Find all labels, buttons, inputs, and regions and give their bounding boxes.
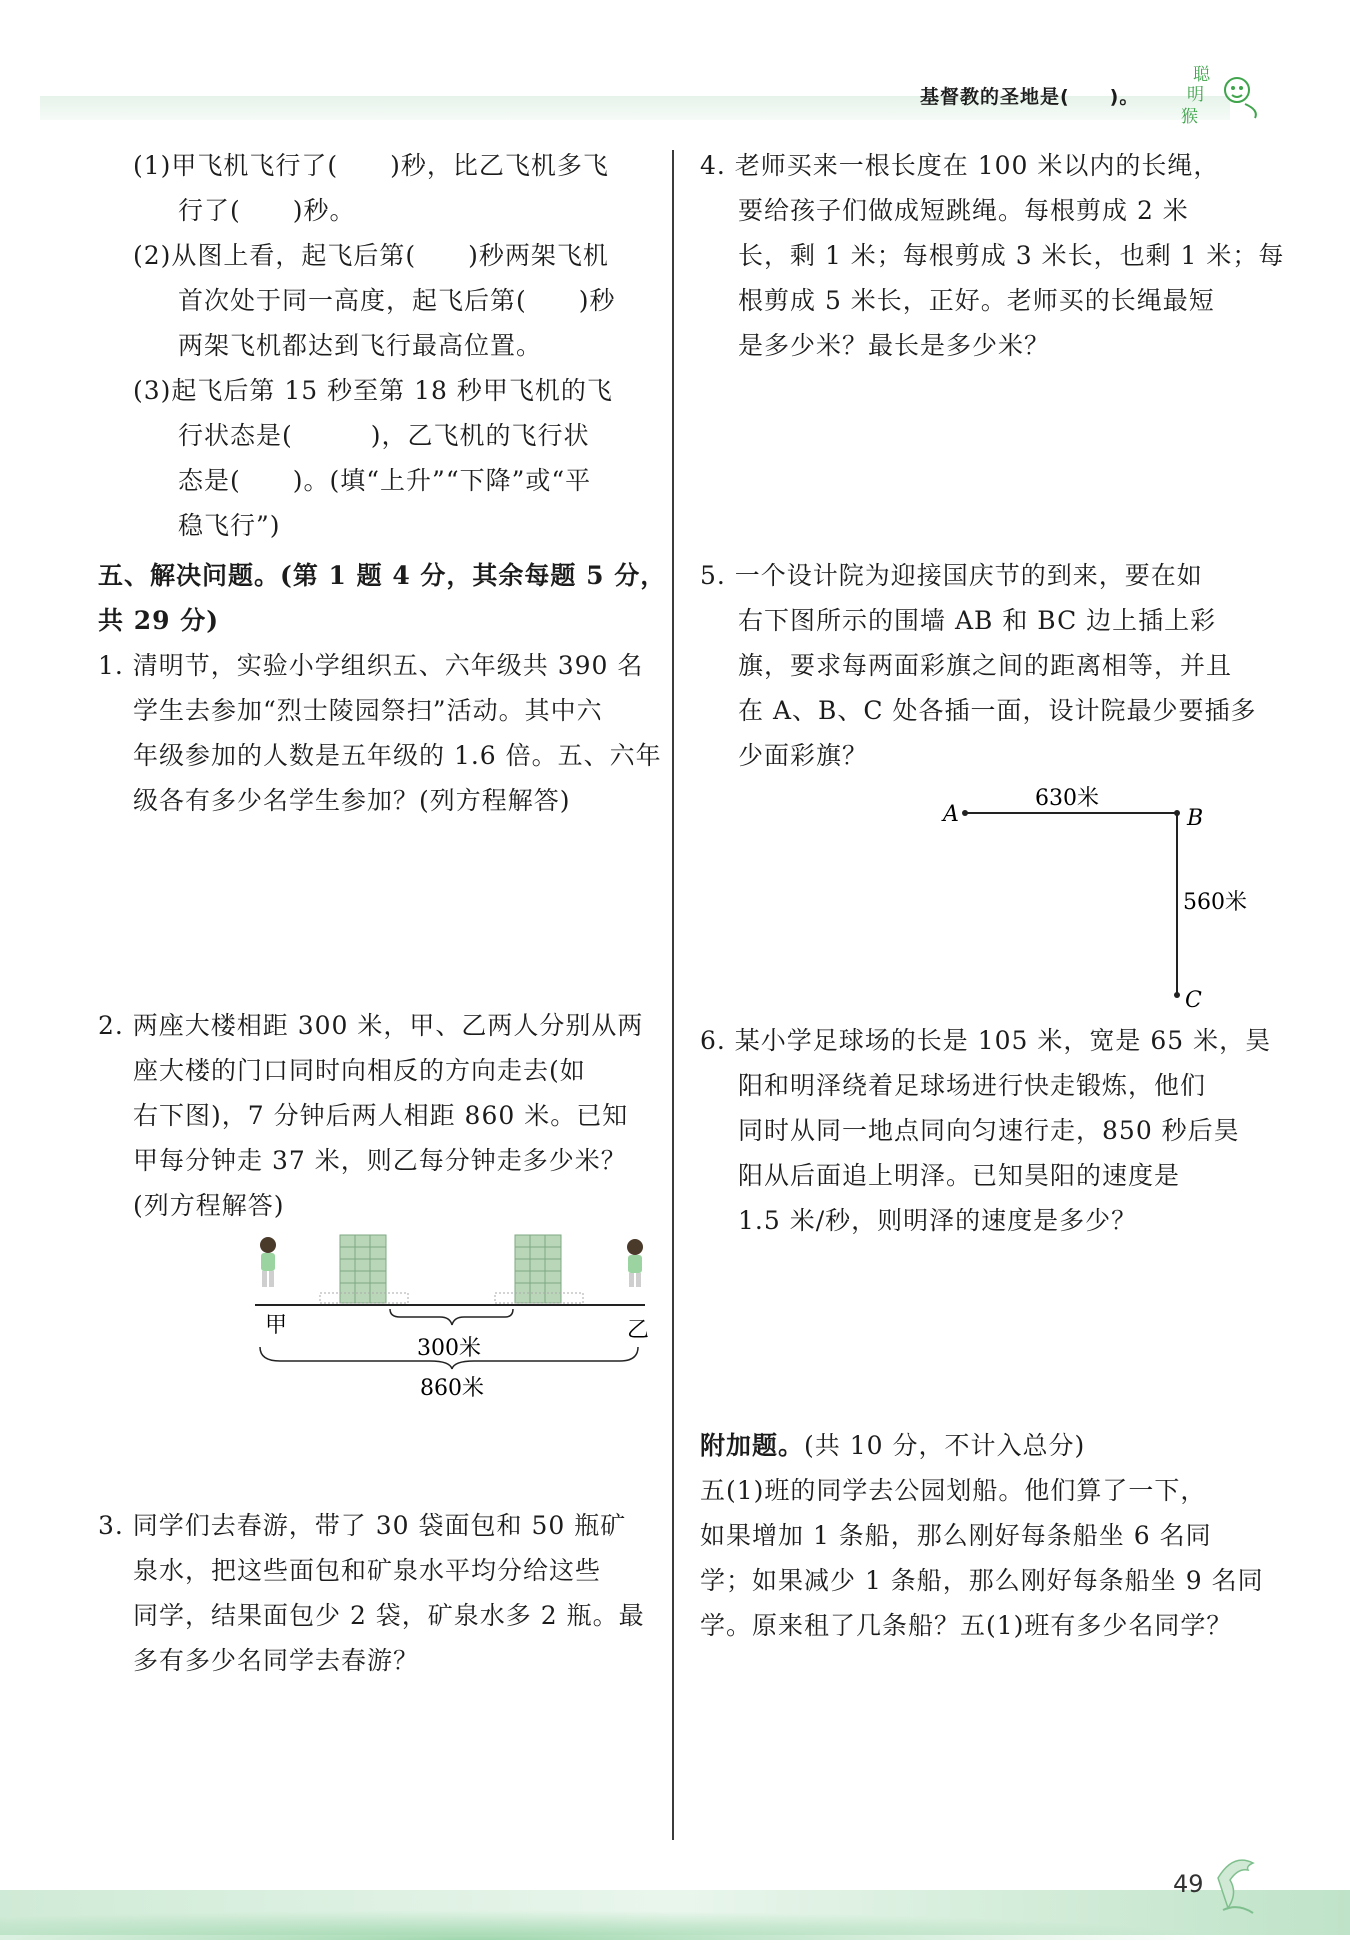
inner-brace xyxy=(390,1309,513,1325)
label-b: B xyxy=(1187,806,1204,831)
p2-line1: 2. 两座大楼相距 300 米，甲、乙两人分别从两 xyxy=(98,1011,644,1040)
q3-line2: 行状态是( )，乙飞机的飞行状 xyxy=(178,421,590,450)
building-right-icon xyxy=(495,1235,583,1303)
section-title-2: 共 29 分) xyxy=(98,606,220,635)
person-right-icon xyxy=(627,1239,643,1287)
p6-line4: 阳从后面追上明泽。已知昊阳的速度是 xyxy=(738,1161,1181,1190)
p2-line4: 甲每分钟走 37 米，则乙每分钟走多少米？ xyxy=(133,1146,627,1175)
p2-line5: (列方程解答) xyxy=(133,1191,285,1220)
column-divider xyxy=(672,150,674,1840)
p6-line3: 同时从同一地点同向匀速行走，850 秒后昊 xyxy=(738,1116,1240,1145)
point-b xyxy=(1174,810,1180,816)
label-630: 630米 xyxy=(1035,786,1099,811)
point-c xyxy=(1174,992,1180,998)
p6-line5: 1.5 米/秒，则明泽的速度是多少？ xyxy=(738,1206,1138,1235)
walking-diagram xyxy=(245,1225,655,1405)
p1-line4: 级各有多少名学生参加？(列方程解答) xyxy=(133,786,571,815)
q1-line1: (1)甲飞机飞行了( )秒，比乙飞机多飞 xyxy=(133,151,609,180)
label-860: 860米 xyxy=(420,1376,484,1401)
p2-line2: 座大楼的门口同时向相反的方向走去(如 xyxy=(133,1056,586,1085)
extra-line1: 五(1)班的同学去公园划船。他们算了一下， xyxy=(700,1476,1207,1505)
extra-line2: 如果增加 1 条船，那么刚好每条船坐 6 名同 xyxy=(700,1521,1212,1550)
extra-line4: 学。原来租了几条船？五(1)班有多少名同学？ xyxy=(700,1611,1233,1640)
p1-line2: 学生去参加“烈士陵园祭扫”活动。其中六 xyxy=(133,696,603,725)
p5-line5: 少面彩旗？ xyxy=(738,741,869,770)
p6-line1: 6. 某小学足球场的长是 105 米，宽是 65 米，昊 xyxy=(700,1026,1272,1055)
p4-line1: 4. 老师买来一根长度在 100 米以内的长绳， xyxy=(700,151,1220,180)
q3-line3: 态是( )。(填“上升”“下降”或“平 xyxy=(178,466,592,495)
label-300: 300米 xyxy=(417,1336,481,1361)
p5-line4: 在 A、B、C 处各插一面，设计院最少要插多 xyxy=(738,696,1257,725)
q2-line3: 两架飞机都达到飞行最高位置。 xyxy=(178,331,543,360)
label-yi: 乙 xyxy=(627,1318,650,1343)
page-number: 49 xyxy=(1173,1870,1204,1898)
extra-line3: 学；如果减少 1 条船，那么刚好每条船坐 9 名同 xyxy=(700,1566,1264,1595)
label-a: A xyxy=(943,802,959,827)
logo-char-3: 猴 xyxy=(1181,107,1198,127)
p4-line3: 长，剩 1 米；每根剪成 3 米长，也剩 1 米；每 xyxy=(738,241,1285,270)
label-jia: 甲 xyxy=(265,1313,288,1338)
p1-line1: 1. 清明节，实验小学组织五、六年级共 390 名 xyxy=(98,651,644,680)
footer-wave xyxy=(0,1905,1350,1940)
label-560: 560米 xyxy=(1183,890,1247,915)
logo-char-2: 明 xyxy=(1187,85,1204,105)
p2-line3: 右下图)，7 分钟后两人相距 860 米。已知 xyxy=(133,1101,629,1130)
label-c: C xyxy=(1185,988,1202,1013)
p4-line2: 要给孩子们做成短跳绳。每根剪成 2 米 xyxy=(738,196,1189,225)
building-left-icon xyxy=(320,1235,408,1303)
extra-note: (共 10 分，不计入总分) xyxy=(804,1431,1086,1460)
p5-line3: 旗，要求每两面彩旗之间的距离相等，并且 xyxy=(738,651,1233,680)
p3-line4: 多有多少名同学去春游？ xyxy=(133,1646,420,1675)
q2-line1: (2)从图上看，起飞后第( )秒两架飞机 xyxy=(133,241,609,270)
q2-line2: 首次处于同一高度，起飞后第( )秒 xyxy=(178,286,616,315)
p4-line5: 是多少米？最长是多少米？ xyxy=(738,331,1051,360)
point-a xyxy=(962,810,968,816)
dolphin-icon xyxy=(1208,1848,1268,1918)
q1-line2: 行了( )秒。 xyxy=(178,196,356,225)
p5-line2: 右下图所示的围墙 AB 和 BC 边上插上彩 xyxy=(738,606,1217,635)
section-title: 五、解决问题。(第 1 题 4 分，其余每题 5 分， xyxy=(98,561,667,590)
logo-char-1: 聪 xyxy=(1193,65,1210,85)
p3-line2: 泉水，把这些面包和矿泉水平均分给这些 xyxy=(133,1556,602,1585)
monkey-logo-icon xyxy=(1181,60,1265,128)
extra-heading xyxy=(700,1423,1085,1468)
header-quiz: 基督教的圣地是( )。 xyxy=(920,86,1140,108)
q3-line1: (3)起飞后第 15 秒至第 18 秒甲飞机的飞 xyxy=(133,376,613,405)
extra-title: 附加题。 xyxy=(700,1431,805,1460)
p3-line3: 同学，结果面包少 2 袋，矿泉水多 2 瓶。最 xyxy=(133,1601,645,1630)
p5-line1: 5. 一个设计院为迎接国庆节的到来，要在如 xyxy=(700,561,1203,590)
p4-line4: 根剪成 5 米长，正好。老师买的长绳最短 xyxy=(738,286,1215,315)
person-left-icon xyxy=(260,1237,276,1287)
p3-line1: 3. 同学们去春游，带了 30 袋面包和 50 瓶矿 xyxy=(98,1511,627,1540)
p6-line2: 阳和明泽绕着足球场进行快走锻炼，他们 xyxy=(738,1071,1207,1100)
q3-line4: 稳飞行”) xyxy=(178,511,281,540)
p1-line3: 年级参加的人数是五年级的 1.6 倍。五、六年 xyxy=(133,741,662,770)
wall-diagram xyxy=(935,775,1265,1015)
